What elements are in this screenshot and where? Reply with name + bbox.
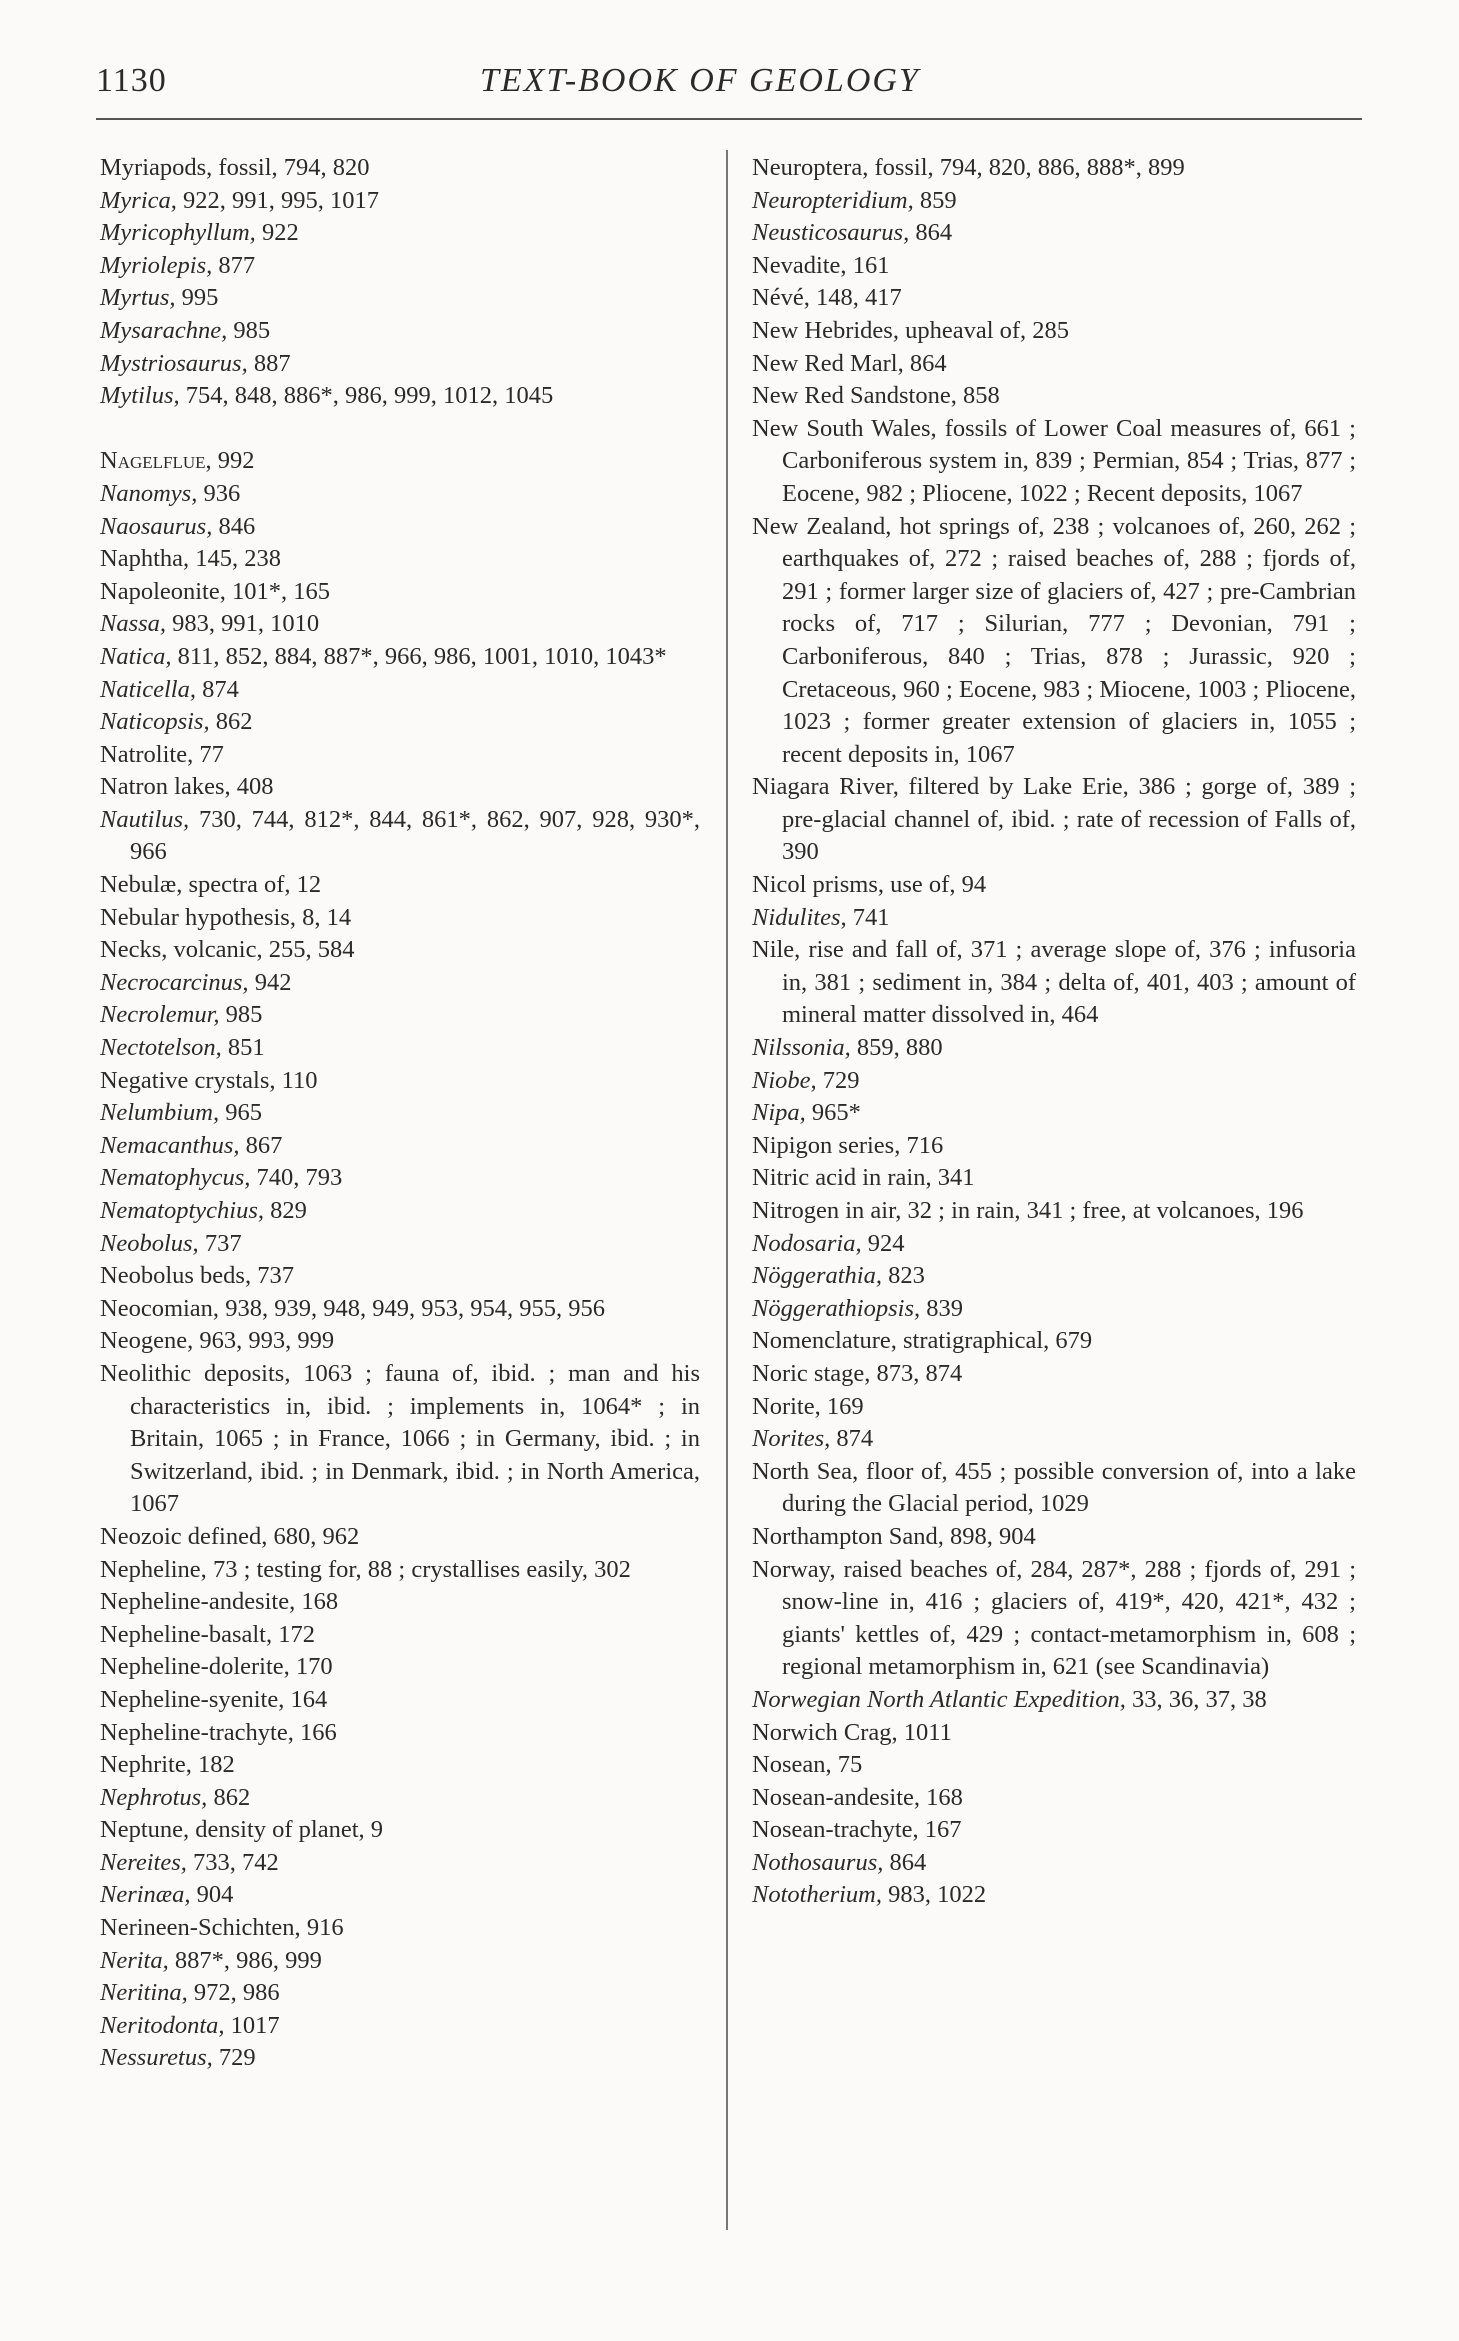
index-entry xyxy=(752,152,1356,185)
index-entry xyxy=(100,739,700,772)
index-entry xyxy=(100,511,700,544)
index-entry-heading: Nosean, xyxy=(752,1751,832,1779)
index-entry xyxy=(752,315,1356,348)
index-entry-heading: Northampton Sand, xyxy=(752,1522,944,1550)
index-entry-references: 963, 993, 999 xyxy=(193,1327,335,1355)
index-entry-heading: Necrolemur, xyxy=(100,1001,220,1029)
index-entry xyxy=(100,706,700,739)
index-entry xyxy=(100,1879,700,1912)
index-entry-references: 985 xyxy=(219,1001,263,1029)
index-entry xyxy=(100,250,700,283)
index-entry-references: 167 xyxy=(918,1816,962,1844)
page-number: 1130 xyxy=(96,62,167,99)
index-entry xyxy=(100,1521,700,1554)
index-entry-heading: Myricophyllum, xyxy=(100,219,256,247)
index-entry-heading: Nemacanthus, xyxy=(100,1131,240,1159)
index-entry-references: 9 xyxy=(364,1816,384,1844)
index-entry xyxy=(100,1358,700,1521)
index-entry-references: 164 xyxy=(284,1685,328,1713)
index-entry-references: 110 xyxy=(275,1066,318,1094)
index-entry-heading: Naticella, xyxy=(100,675,196,703)
index-entry-heading: Norway, xyxy=(752,1555,836,1583)
index-entry xyxy=(100,282,700,315)
index-entry-heading: Nodosaria, xyxy=(752,1229,862,1257)
index-entry-references: 936 xyxy=(197,479,241,507)
index-entry-references: 285 xyxy=(1026,316,1070,344)
index-entry-references: 794, 820, 886, 888*, 899 xyxy=(933,154,1185,181)
index-entry xyxy=(752,1684,1356,1717)
index-entry xyxy=(752,1423,1356,1456)
index-entry-heading: Naphtha, xyxy=(100,545,190,573)
index-entry xyxy=(100,1814,700,1847)
index-entry xyxy=(752,1260,1356,1293)
index-entry-heading: Nautilus, xyxy=(100,805,190,833)
index-entry-heading: Norites, xyxy=(752,1425,831,1453)
index-entry-references: 8, 14 xyxy=(295,903,352,931)
index-entry-heading: Nereites, xyxy=(100,1848,187,1876)
index-entry xyxy=(100,185,700,218)
index-entry xyxy=(100,1717,700,1750)
index-entry xyxy=(752,1782,1356,1815)
index-entry-references: 874 xyxy=(830,1425,874,1453)
index-entry xyxy=(100,576,700,609)
index-entry xyxy=(752,282,1356,315)
index-entry xyxy=(100,804,700,869)
index-entry xyxy=(752,1717,1356,1750)
index-entry-references: 858 xyxy=(956,382,1000,410)
index-entry-heading: Nerineen-Schichten, xyxy=(100,1914,301,1942)
index-entry-references: 942 xyxy=(248,968,292,996)
index-entry-references: 161 xyxy=(846,251,890,279)
index-entry-heading: Necrocarcinus, xyxy=(100,968,249,996)
index-entry-references: 166 xyxy=(293,1718,337,1746)
index-entry xyxy=(100,1097,700,1130)
index-entry-references: 924 xyxy=(861,1229,905,1257)
index-entry-heading: Nepheline-trachyte, xyxy=(100,1718,294,1746)
index-entry-references: 737 xyxy=(251,1262,294,1290)
index-entry-references: 733, 742 xyxy=(186,1848,279,1876)
index-entry-references: 867 xyxy=(239,1131,283,1159)
index-entry xyxy=(100,1554,700,1587)
index-entry-references: 716 xyxy=(900,1131,944,1159)
index-entry-references: raised beaches of, 284, 287*, 288 ; fjords of, 291 ; snow-line in, 416 ; glaciers of, 419*, 420, 421*, 432 ; giants' kettles of, 429 ; contact-metamorphism in, 608 ; regional metamorphism in, 621 (see Scandinavia) xyxy=(782,1555,1356,1681)
index-entry-references: 873, 874 xyxy=(870,1359,963,1387)
index-entry-heading: Nototherium, xyxy=(752,1881,882,1909)
index-entry-heading: Nevadite, xyxy=(752,251,847,279)
index-entry-references: 680, 962 xyxy=(267,1522,360,1550)
index-entry xyxy=(100,445,700,478)
index-entry-heading: Nebulæ, spectra of, xyxy=(100,871,291,899)
index-entry xyxy=(752,1358,1356,1391)
index-entry-references: 846 xyxy=(212,512,256,540)
index-entry xyxy=(752,869,1356,902)
index-entry-references: 182 xyxy=(191,1751,235,1779)
index-entry-heading: Mysarachne, xyxy=(100,316,228,344)
index-entry-heading: Napoleonite, xyxy=(100,577,226,605)
index-entry-references: 983, 1022 xyxy=(882,1881,987,1909)
index-entry-heading: Natrolite, xyxy=(100,740,194,768)
index-entry xyxy=(100,1032,700,1065)
index-entry-references: 170 xyxy=(289,1653,333,1681)
index-entry-references: 169 xyxy=(820,1392,864,1420)
index-entry-heading: Nephrotus, xyxy=(100,1783,208,1811)
index-entry-heading: Nepheline-andesite, xyxy=(100,1588,296,1616)
index-entry xyxy=(100,1325,700,1358)
index-entry xyxy=(100,934,700,967)
index-entry-references: 887 xyxy=(247,349,291,377)
index-entry xyxy=(100,1977,700,2010)
index-entry xyxy=(752,1130,1356,1163)
index-entry-heading: Neozoic defined, xyxy=(100,1522,268,1550)
index-entry-heading: Nothosaurus, xyxy=(752,1848,884,1876)
index-entry-references: 983, 991, 1010 xyxy=(166,610,320,638)
index-entry-heading: Nöggerathia, xyxy=(752,1262,882,1290)
index-entry-heading: Nepheline, xyxy=(100,1555,207,1583)
index-entry-heading: Mystriosaurus, xyxy=(100,349,248,377)
index-entry-references: 992 xyxy=(211,447,255,475)
index-entry-references: 741 xyxy=(846,903,890,931)
index-entry-heading: Nidulites, xyxy=(752,903,847,931)
index-entry xyxy=(100,1651,700,1684)
index-entry xyxy=(752,185,1356,218)
index-entry xyxy=(100,999,700,1032)
index-entry-heading: Nebular hypothesis, xyxy=(100,903,296,931)
index-entry-heading: Nanomys, xyxy=(100,479,198,507)
index-entry-references: 922 xyxy=(255,219,299,247)
index-entry xyxy=(100,1749,700,1782)
index-entry-references: rise and fall of, 371 ; average slope of, 376 ; infusoria in, 381 ; sediment in, 384 ; delta of, 401, 403 ; amount of mineral matter dissolved in, 464 xyxy=(782,936,1356,1029)
index-entry-references: 729 xyxy=(816,1066,860,1094)
index-entry-references: 874 xyxy=(195,675,239,703)
index-entry-references: 887*, 986, 999 xyxy=(168,1946,322,1974)
index-entry-heading: Nitric acid in rain, xyxy=(752,1164,932,1192)
index-entry-heading: Neuropteridium, xyxy=(752,186,914,214)
index-entry xyxy=(100,608,700,641)
index-entry-heading: Nöggerathiopsis, xyxy=(752,1294,921,1322)
index-entry-references: 1011 xyxy=(897,1718,952,1746)
index-entry xyxy=(100,152,700,185)
index-entry xyxy=(752,380,1356,413)
index-entry-references: 864 xyxy=(903,349,947,377)
index-entry-heading: Mytilus, xyxy=(100,382,180,410)
index-entry-references: 965 xyxy=(219,1099,262,1127)
index-entry-heading: Neptune, density of planet, xyxy=(100,1816,365,1844)
index-entry xyxy=(100,348,700,381)
index-entry-references: 839 xyxy=(920,1294,963,1322)
index-entry-heading: Norwich Crag, xyxy=(752,1718,898,1746)
index-entry-heading: Niagara River, xyxy=(752,773,899,801)
index-entry xyxy=(752,1521,1356,1554)
index-entry-heading: Neritina, xyxy=(100,1979,188,2007)
index-entry xyxy=(752,1032,1356,1065)
index-entry xyxy=(100,1684,700,1717)
index-entry-heading: New Hebrides, upheaval of, xyxy=(752,316,1027,344)
index-entry xyxy=(100,1228,700,1261)
index-entry-references: 864 xyxy=(909,219,953,247)
index-entry-references: 1017 xyxy=(224,2011,280,2039)
index-entry xyxy=(100,1162,700,1195)
index-entry-heading: Norwegian North Atlantic Expedition, xyxy=(752,1685,1126,1713)
index-entry-references: 12 xyxy=(290,871,322,899)
index-entry xyxy=(752,1097,1356,1130)
index-entry-heading: Noric stage, xyxy=(752,1359,871,1387)
index-entry-heading: Neocomian, xyxy=(100,1294,220,1322)
index-entry xyxy=(100,641,700,674)
index-entry xyxy=(100,1293,700,1326)
index-entry-heading: Neusticosaurus, xyxy=(752,219,910,247)
index-entry-references: 811, 852, 884, 887*, 966, 986, 1001, 1010, 1043* xyxy=(171,642,667,670)
index-entry xyxy=(752,1325,1356,1358)
index-entry xyxy=(100,1847,700,1880)
index-entry-heading: New Red Marl, xyxy=(752,349,904,377)
index-entry-references: hot springs of, 238 ; volcanoes of, 260, 262 ; earthquakes of, 272 ; raised beaches of, 288 ; fjords of, 291 ; former larger size of glaciers of, 427 ; pre-Cambrian rocks of, 717 ; Silurian, 777 ; Devonian, 791 ; Carboniferous, 840 ; Trias, 878 ; Jurassic, 920 ; Cretaceous, 960 ; Eocene, 983 ; Miocene, 1003 ; Pliocene, 1023 ; former greater extension of glaciers in, 1055 ; recent deposits in, 1067 xyxy=(782,512,1356,768)
index-entry xyxy=(752,1847,1356,1880)
index-entry xyxy=(100,217,700,250)
index-entry xyxy=(752,511,1356,772)
index-entry-heading: Nicol prisms, use of, xyxy=(752,871,956,899)
index-entry-references: 862 xyxy=(209,708,253,736)
index-entry-heading: Nematoptychius, xyxy=(100,1197,264,1224)
index-entry-references: 94 xyxy=(955,871,987,899)
index-entry-references: 730, 744, 812*, 844, 861*, 862, 907, 928, 930*, 966 xyxy=(130,805,700,866)
index-entry-references: 916 xyxy=(300,1914,344,1942)
index-entry xyxy=(100,967,700,1000)
index-entry xyxy=(752,1228,1356,1261)
index-entry-heading: Necks, volcanic, xyxy=(100,936,263,964)
index-entry-references: 172 xyxy=(272,1620,315,1648)
index-entry-references: 898, 904 xyxy=(943,1522,1036,1550)
index-entry-references: 148, 417 xyxy=(809,284,902,312)
index-entry xyxy=(752,934,1356,1032)
index-entry xyxy=(752,348,1356,381)
index-entry-heading: Nessuretus, xyxy=(100,2044,213,2072)
index-entry xyxy=(100,543,700,576)
index-entry-references: 341 xyxy=(931,1164,975,1192)
index-entry-heading: Nassa, xyxy=(100,610,167,638)
index-entry-references: 985 xyxy=(227,316,271,344)
index-entry xyxy=(100,1065,700,1098)
index-entry-references: 77 xyxy=(193,740,224,768)
index-entry-references: 32 ; in rain, 341 ; free, at volcanoes, 196 xyxy=(901,1197,1304,1224)
index-entry-references: 408 xyxy=(230,773,274,801)
index-column-left xyxy=(100,152,700,2075)
index-entry xyxy=(752,217,1356,250)
index-entry-heading: Nilssonia, xyxy=(752,1034,851,1062)
index-entry-heading: New Zealand, xyxy=(752,512,892,540)
index-entry xyxy=(100,1586,700,1619)
index-entry-references: 922, 991, 995, 1017 xyxy=(176,186,379,214)
index-entry-heading: Nectotelson, xyxy=(100,1034,222,1062)
index-entry-heading: Névé, xyxy=(752,284,810,312)
index-entry-heading: Neuroptera, fossil, xyxy=(752,154,934,181)
index-entry-heading: Neogene, xyxy=(100,1327,194,1355)
index-entry-references: 101*, 165 xyxy=(225,577,330,605)
index-entry xyxy=(100,1782,700,1815)
index-entry xyxy=(100,902,700,935)
index-entry-references: 145, 238 xyxy=(189,545,281,573)
index-entry xyxy=(752,1879,1356,1912)
index-entry-heading: Nipa, xyxy=(752,1099,806,1127)
index-entry-references: 255, 584 xyxy=(262,936,355,964)
index-entry-heading: Naosaurus, xyxy=(100,512,213,540)
index-entry-heading: Nepheline-syenite, xyxy=(100,1685,285,1713)
index-entry-heading: Nepheline-basalt, xyxy=(100,1620,273,1648)
index-entry-heading: Nerita, xyxy=(100,1946,169,1974)
index-column-right xyxy=(752,152,1356,1912)
index-entry xyxy=(752,902,1356,935)
index-entry-references: 679 xyxy=(1049,1327,1093,1355)
index-entry-heading: Neobolus beds, xyxy=(100,1262,252,1290)
index-entry-heading: New South Wales, xyxy=(752,414,937,442)
index-entry-references: 168 xyxy=(920,1783,963,1811)
index-entry-references: 729 xyxy=(212,2044,256,2072)
index-entry-references: 859 xyxy=(913,186,957,214)
index-entry-references: 864 xyxy=(883,1848,927,1876)
index-entry xyxy=(100,478,700,511)
index-entry xyxy=(100,771,700,804)
index-entry-references: 73 ; testing for, 88 ; crystallises easily, 302 xyxy=(206,1555,631,1583)
index-entry-references: 754, 848, 886*, 986, 999, 1012, 1045 xyxy=(179,382,554,410)
index-entry-heading: New Red Sandstone, xyxy=(752,382,957,410)
index-entry-references: 740, 793 xyxy=(250,1164,343,1192)
index-entry xyxy=(100,674,700,707)
index-entry xyxy=(752,1293,1356,1326)
index-entry xyxy=(752,1162,1356,1195)
index-entry-references: 904 xyxy=(190,1881,234,1909)
index-entry-references: 938, 939, 948, 949, 953, 954, 955, 956 xyxy=(219,1294,605,1322)
index-entry xyxy=(100,380,700,413)
index-entry-heading: Myriapods, fossil, xyxy=(100,154,278,181)
index-entry-heading: Neolithic deposits, xyxy=(100,1359,291,1387)
index-entry xyxy=(100,315,700,348)
index-entry xyxy=(100,1912,700,1945)
index-entry xyxy=(752,1554,1356,1684)
index-entry-references: 862 xyxy=(207,1783,251,1811)
index-entry xyxy=(100,2042,700,2075)
index-entry-heading: North Sea, xyxy=(752,1457,859,1485)
index-entry xyxy=(100,1195,700,1228)
index-entry xyxy=(752,1814,1356,1847)
page-header xyxy=(0,62,1459,112)
index-entry-heading: Niobe, xyxy=(752,1066,817,1094)
index-entry xyxy=(752,771,1356,869)
index-entry xyxy=(100,1945,700,1978)
index-entry-heading: Natica, xyxy=(100,642,172,670)
index-entry-references: 823 xyxy=(882,1262,925,1290)
index-entry xyxy=(100,869,700,902)
index-entry-heading: Nipigon series, xyxy=(752,1131,901,1159)
running-title: TEXT-BOOK OF GEOLOGY xyxy=(480,62,920,99)
index-entry xyxy=(752,250,1356,283)
index-entry-references: 859, 880 xyxy=(850,1034,943,1062)
index-entry xyxy=(100,1130,700,1163)
index-entry-references: 972, 986 xyxy=(187,1979,280,2007)
header-rule xyxy=(96,118,1362,120)
index-entry-heading: Nelumbium, xyxy=(100,1099,220,1127)
index-entry-references: 851 xyxy=(221,1034,265,1062)
index-entry-heading: Myriolepis, xyxy=(100,251,213,279)
index-entry-references: 965* xyxy=(805,1099,861,1127)
index-entry-heading: Natron lakes, xyxy=(100,773,231,801)
index-entry-references: fossils of Lower Coal measures of, 661 ; Carboniferous system in, 839 ; Permian, 854 ; Trias, 877 ; Eocene, 982 ; Pliocene, 1022 ; Recent deposits, 1067 xyxy=(782,414,1356,507)
index-entry xyxy=(752,1391,1356,1424)
index-entry-heading: Norite, xyxy=(752,1392,821,1420)
index-entry-heading: Nosean-trachyte, xyxy=(752,1816,919,1844)
index-entry-heading: Myrtus, xyxy=(100,284,176,312)
index-entry-heading: Negative crystals, xyxy=(100,1066,276,1094)
index-entry-references: 995 xyxy=(175,284,219,312)
index-entry-references: 877 xyxy=(212,251,256,279)
index-entry-heading: Neritodonta, xyxy=(100,2011,225,2039)
index-entry-heading: Nomenclature, stratigraphical, xyxy=(752,1327,1050,1355)
index-entry-heading: Nile, xyxy=(752,936,801,964)
index-entry-heading: Nematophycus, xyxy=(100,1164,251,1192)
index-entry xyxy=(752,1749,1356,1782)
index-entry-heading: Nagelflue, xyxy=(100,447,212,475)
index-entry xyxy=(100,2010,700,2043)
index-entry-references: 33, 36, 37, 38 xyxy=(1125,1685,1267,1713)
index-entry-references: 829 xyxy=(264,1197,307,1224)
index-entry-references: 1063 ; fauna of, ibid. ; man and his characteristics in, ibid. ; implements in, 1064* ; in Britain, 1065 ; in France, 1066 ; in Germany, ibid. ; in Switzerland, ibid. ; in Denmark, ibid. ; in North America, 1067 xyxy=(130,1359,700,1518)
index-entry-heading: Nitrogen in air, xyxy=(752,1197,902,1224)
index-entry-references: 737 xyxy=(198,1229,242,1257)
index-entry xyxy=(100,1260,700,1293)
index-entry xyxy=(752,1195,1356,1228)
index-entry xyxy=(752,1456,1356,1521)
index-entry-references: 168 xyxy=(295,1588,339,1616)
index-entry xyxy=(752,1065,1356,1098)
index-entry-heading: Nepheline-dolerite, xyxy=(100,1653,290,1681)
index-entry-references: 794, 820 xyxy=(277,154,370,181)
column-divider xyxy=(726,150,728,2230)
index-entry-heading: Nosean-andesite, xyxy=(752,1783,921,1811)
index-entry-heading: Nerinæa, xyxy=(100,1881,191,1909)
index-entry-heading: Neobolus, xyxy=(100,1229,199,1257)
index-entry-heading: Nephrite, xyxy=(100,1751,192,1779)
index-entry-heading: Naticopsis, xyxy=(100,708,210,736)
index-entry xyxy=(752,413,1356,511)
index-entry-references: filtered by Lake Erie, 386 ; gorge of, 389 ; pre-glacial channel of, ibid. ; rate of recession of Falls of, 390 xyxy=(782,773,1357,866)
index-entry-heading: Myrica, xyxy=(100,186,177,214)
index-entry-references: floor of, 455 ; possible conversion of, into a lake during the Glacial period, 1029 xyxy=(782,1457,1356,1518)
index-entry-references: 75 xyxy=(831,1751,863,1779)
index-entry xyxy=(100,1619,700,1652)
